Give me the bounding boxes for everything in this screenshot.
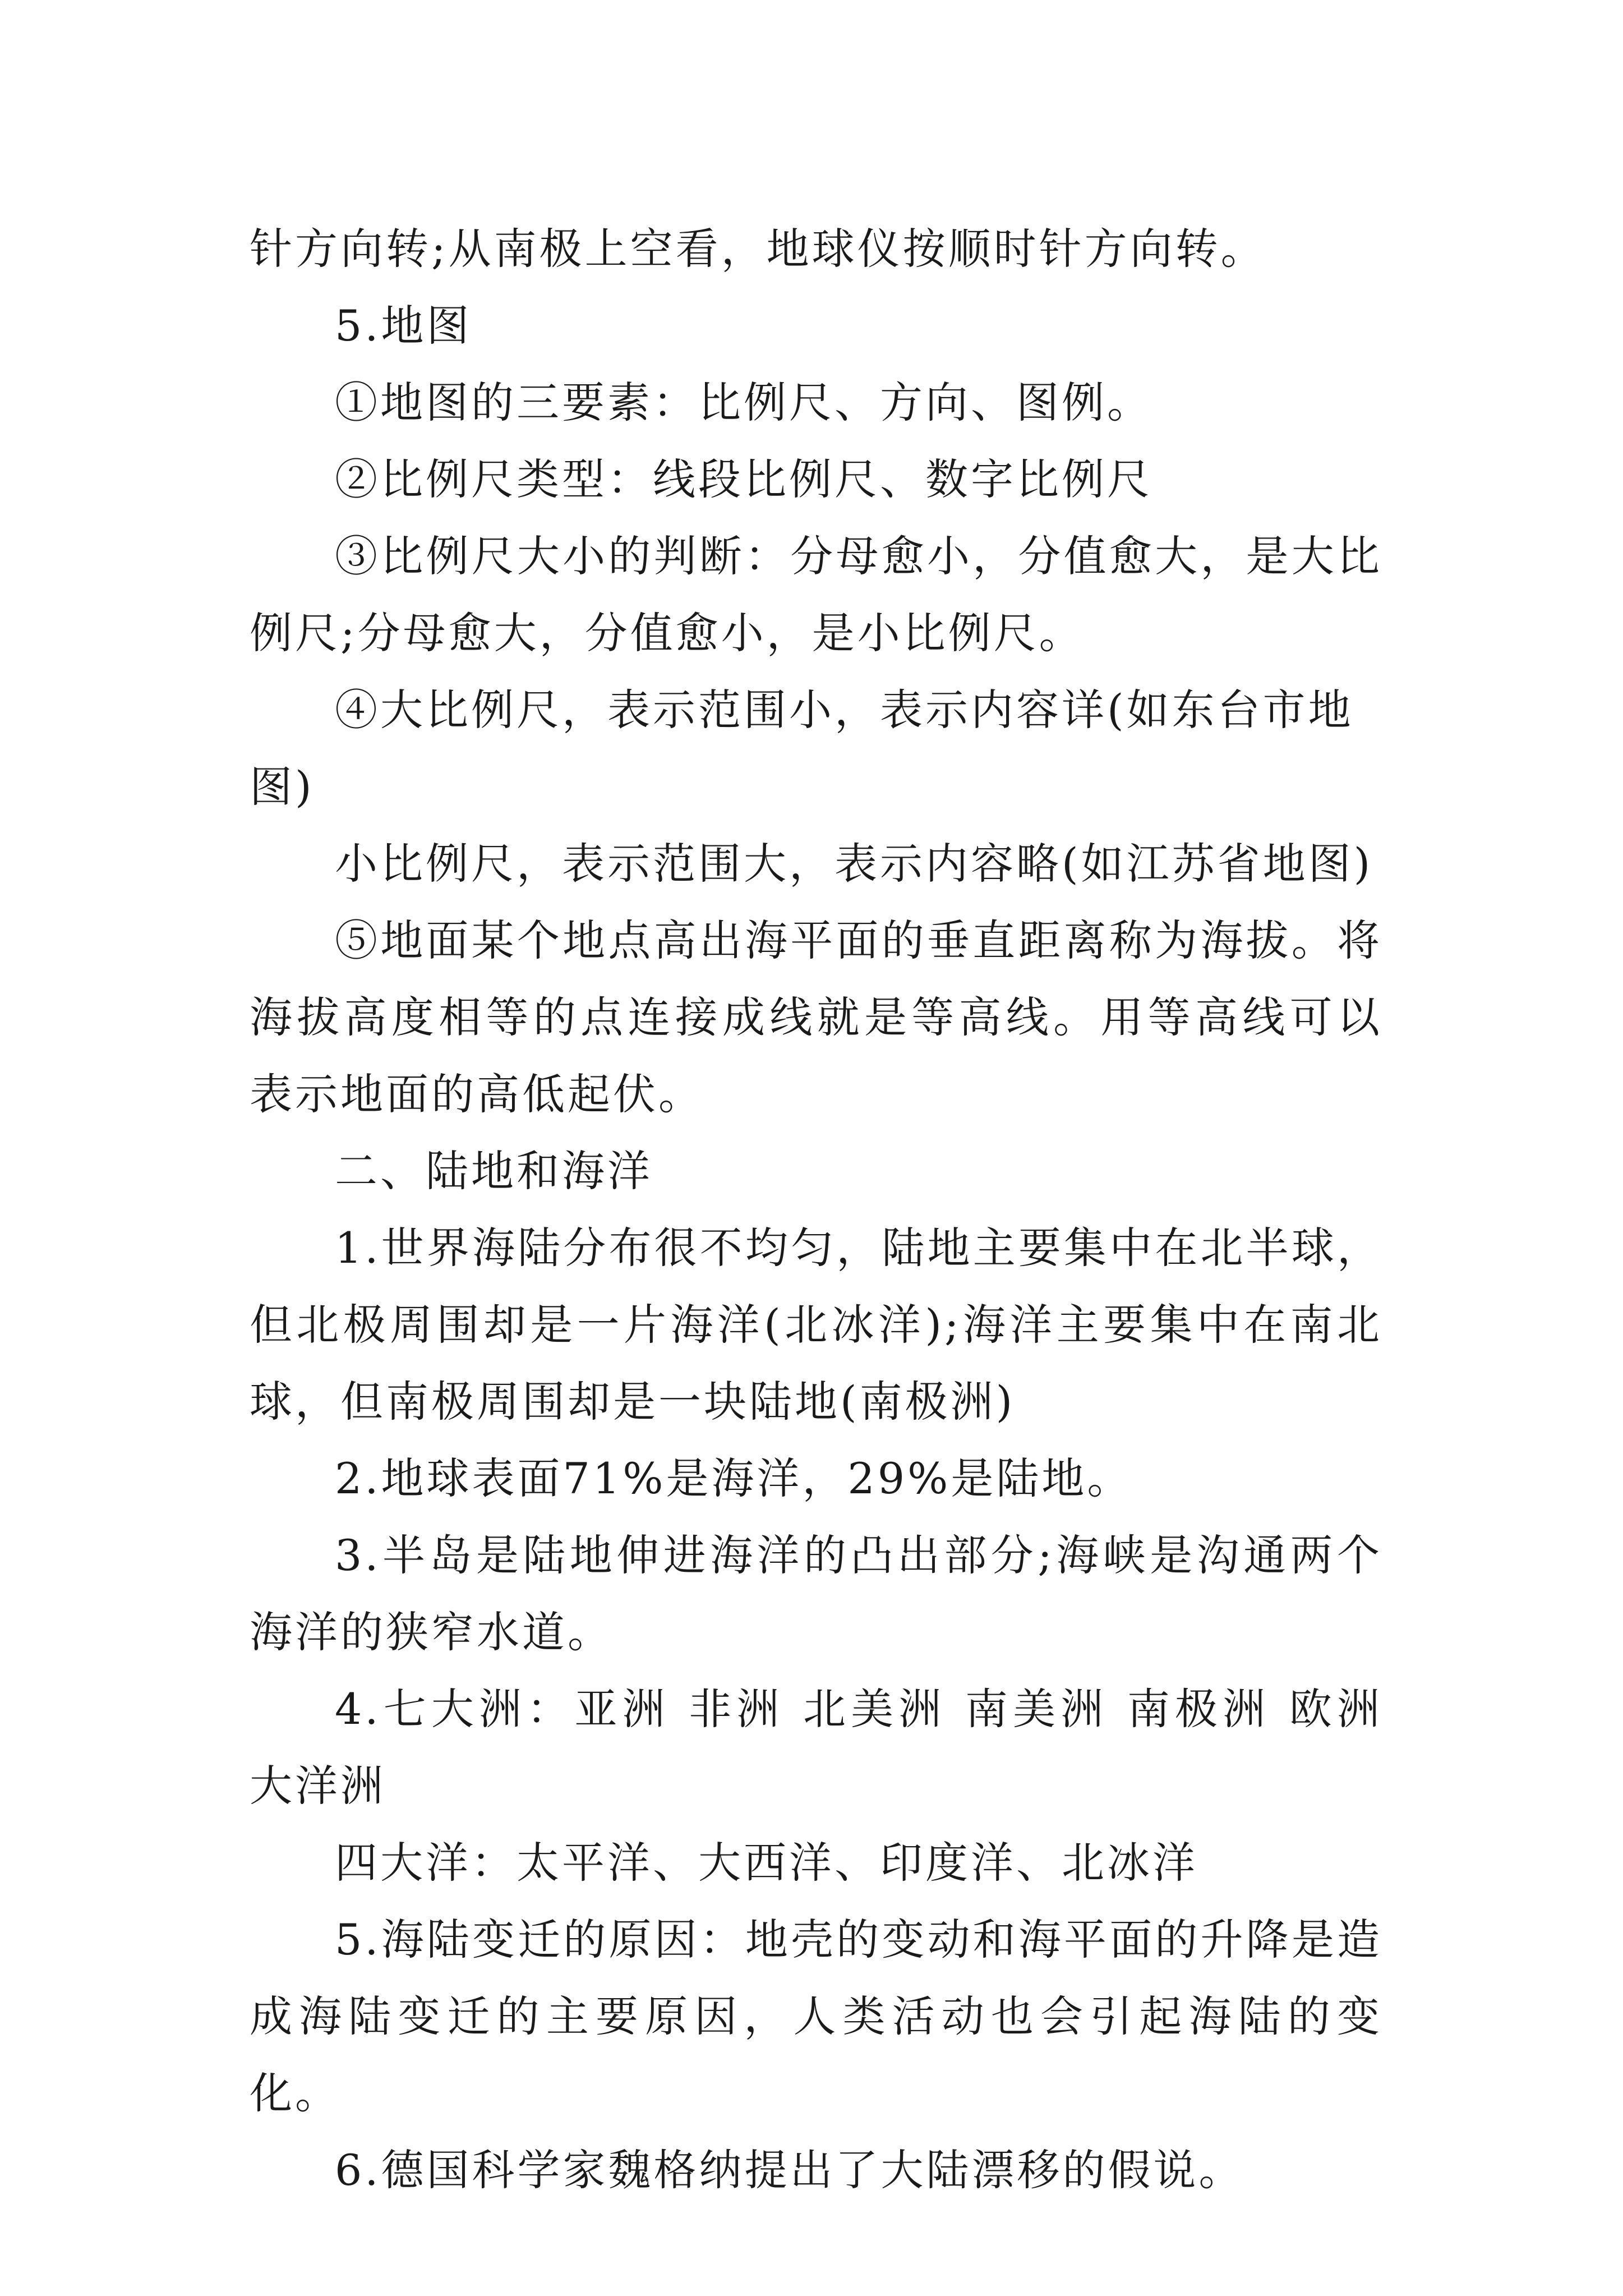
section-heading-land-ocean: 二、陆地和海洋 xyxy=(335,1146,653,1196)
paragraph-continuation: 针方向转;从南极上空看，地球仪按顺时针方向转。 xyxy=(250,224,1266,274)
list-item-oceans: 四大洋：太平洋、大西洋、印度洋、北冰洋 xyxy=(335,1838,1198,1888)
list-item-surface-ratio: 2.地球表面71%是海洋，29%是陆地。 xyxy=(335,1453,1133,1503)
list-item-large-scale: ④大比例尺，表示范围小，表示内容详(如东台市地图) xyxy=(250,685,1354,812)
section-heading-map: 5.地图 xyxy=(335,301,472,351)
list-item-small-scale: 小比例尺，表示范围大，表示内容略(如江苏省地图) xyxy=(335,839,1373,889)
list-item-continents: 4.七大洲：亚洲 非洲 北美洲 南美洲 南极洲 欧洲 大洋洲 xyxy=(250,1684,1382,1811)
list-item-distribution: 1.世界海陆分布很不均匀，陆地主要集中在北半球，但北极周围却是一片海洋(北冰洋);海洋主要集中在南北球，但南极周围却是一块陆地(南极洲) xyxy=(250,1223,1382,1427)
document-body xyxy=(250,210,1382,2208)
list-item-scale-size: ③比例尺大小的判断：分母愈小，分值愈大，是大比例尺;分母愈大，分值愈小，是小比例尺。 xyxy=(250,531,1382,658)
list-item-peninsula-strait: 3.半岛是陆地伸进海洋的凸出部分;海峡是沟通两个海洋的狭窄水道。 xyxy=(250,1530,1382,1657)
list-item-changes: 5.海陆变迁的原因：地壳的变动和海平面的升降是造成海陆变迁的主要原因，人类活动也会引起海陆的变化。 xyxy=(250,1915,1382,2118)
list-item-altitude-contour: ⑤地面某个地点高出海平面的垂直距离称为海拔。将海拔高度相等的点连接成线就是等高线。用等高线可以表示地面的高低起伏。 xyxy=(250,915,1382,1119)
list-item-map-elements: ①地图的三要素：比例尺、方向、图例。 xyxy=(335,378,1152,427)
list-item-scale-types: ②比例尺类型：线段比例尺、数字比例尺 xyxy=(335,454,1152,504)
list-item-continental-drift: 6.德国科学家魏格纳提出了大陆漂移的假说。 xyxy=(335,2145,1244,2195)
